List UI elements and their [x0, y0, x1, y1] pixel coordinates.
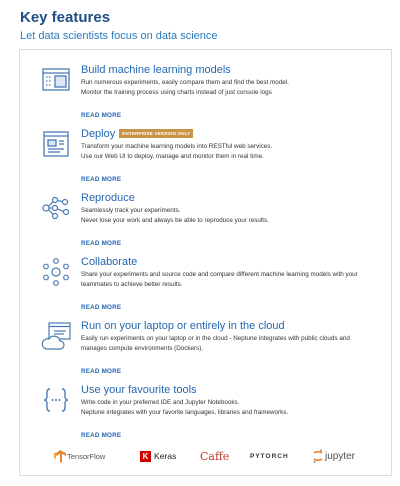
jupyter-icon: [313, 449, 323, 463]
network-nodes-icon: [40, 192, 72, 224]
keras-logo: K Keras: [140, 446, 176, 466]
enterprise-badge: ENTERPRISE VERSION ONLY: [119, 129, 193, 138]
jupyter-logo: jupyter: [313, 446, 355, 466]
read-more-link[interactable]: READ MORE: [81, 112, 122, 119]
feature-title: Reproduce: [81, 191, 135, 204]
read-more-link[interactable]: READ MORE: [81, 304, 122, 311]
feature-description: Write code in your preferred IDE and Jupyter Notebooks. Neptune integrates with your favorite languages, libraries and frameworks.: [81, 399, 289, 416]
read-more-link[interactable]: READ MORE: [81, 240, 122, 247]
feature-title: Use your favourite tools: [81, 383, 197, 396]
section-header: [20, 9, 390, 43]
feature-description: Seamlessly track your experiments. Never lose your work and always be able to reproduce your results.: [81, 207, 269, 224]
cloud-window-icon: [40, 320, 72, 352]
feature-description: Easily run experiments on your laptop or in the cloud - Neptune integrates with public clouds and manages compute environments (Dockers).: [81, 335, 350, 352]
feature-title: Build machine learning models: [81, 63, 231, 76]
integrations-logos: [20, 446, 391, 466]
feature-reproduce: [20, 190, 391, 254]
feature-description: Transform your machine learning models into RESTful web services. Use our Web UI to deploy, manage and monitor them in real time.: [81, 143, 273, 160]
read-more-link[interactable]: READ MORE: [81, 368, 122, 375]
page-subtitle: Let data scientists focus on data science: [20, 30, 218, 42]
page-title: Key features: [20, 9, 111, 26]
feature-deploy: [20, 126, 391, 190]
feature-title: Collaborate: [81, 255, 138, 268]
feature-description: Share your experiments and source code and compare different machine learning models with your teammates to achieve better results.: [81, 271, 358, 288]
pytorch-logo: PYTORCH: [250, 452, 289, 460]
code-braces-icon: [40, 384, 72, 416]
feature-collaborate: [20, 254, 391, 318]
people-circle-icon: [40, 256, 72, 288]
keras-icon: K: [140, 451, 151, 462]
feature-title: Run on your laptop or entirely in the cloud: [81, 319, 285, 332]
dashboard-window-icon: [40, 64, 72, 96]
features-card: [19, 49, 392, 476]
read-more-link[interactable]: READ MORE: [81, 432, 122, 439]
feature-build-models: [20, 62, 391, 126]
feature-description: Run numerous experiments, easily compare them and find the best model. Monitor the training process using charts instead of just console logs: [81, 79, 289, 96]
feature-title: Deploy: [81, 127, 116, 140]
feature-run-anywhere: [20, 318, 391, 382]
caffe-logo: Caffe: [200, 449, 230, 463]
tensorflow-logo: TensorFlow: [54, 446, 105, 466]
tensorflow-icon: [54, 450, 66, 463]
feature-tools: [20, 382, 391, 446]
read-more-link[interactable]: READ MORE: [81, 176, 122, 183]
document-window-icon: [40, 128, 72, 160]
